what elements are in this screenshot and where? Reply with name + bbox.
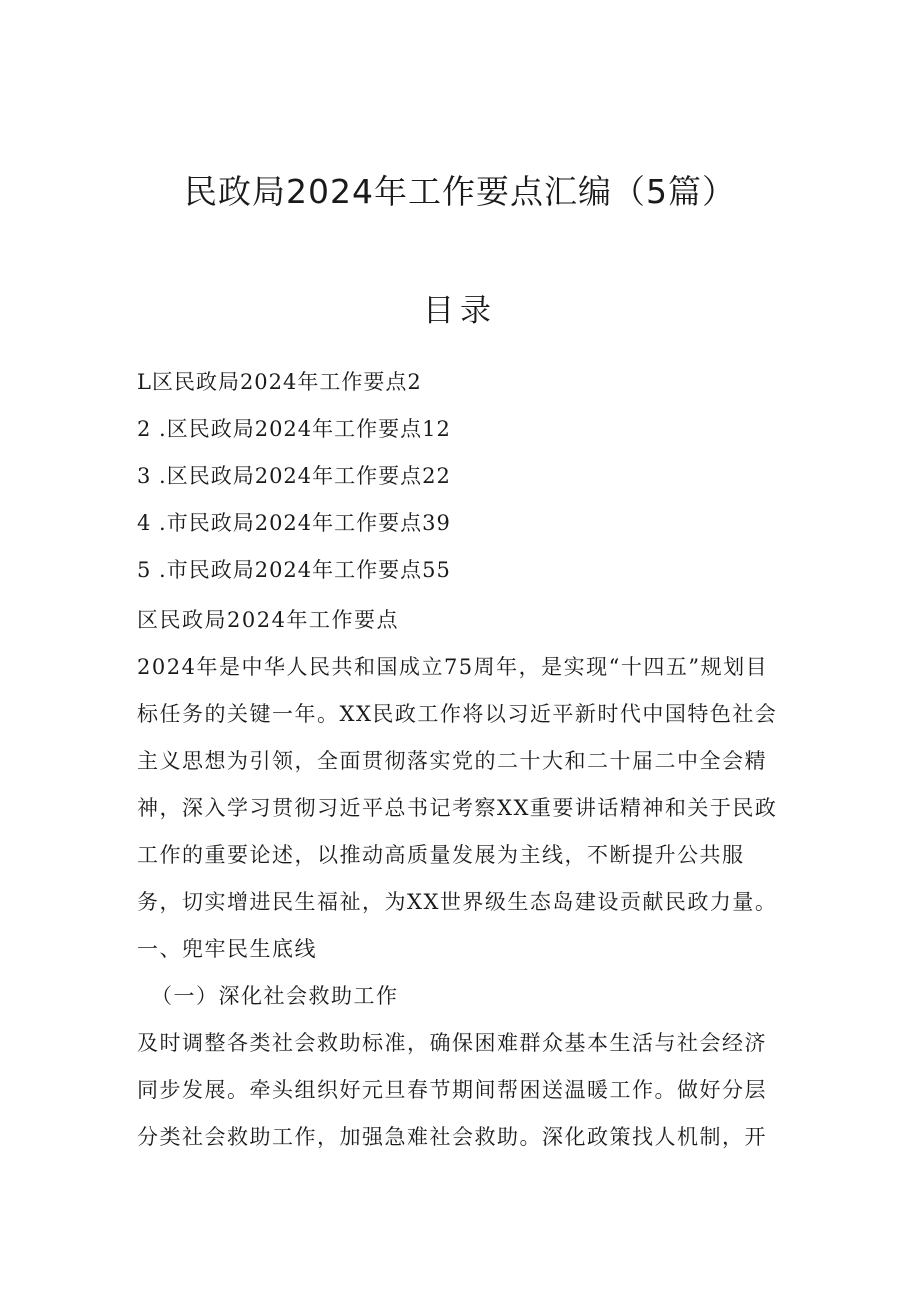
paragraph-line: 神，深入学习贯彻习近平总书记考察XX重要讲话精神和关于民政 (137, 796, 778, 820)
paragraph-line: 及时调整各类社会救助标准，确保困难群众基本生活与社会经济 (137, 1031, 767, 1055)
section-heading: 一、兜牢民生底线 (137, 937, 317, 961)
toc-item-2: 2 .区民政局2024年工作要点12 (137, 417, 451, 441)
paragraph-line: 同步发展。牵头组织好元旦春节期间帮困送温暖工作。做好分层 (137, 1078, 767, 1102)
toc-item-4: 4 .市民政局2024年工作要点39 (137, 511, 451, 535)
document-title: 民政局2024年工作要点汇编（5篇） (184, 172, 736, 211)
toc-item-1: L区民政局2024年工作要点2 (137, 370, 422, 394)
paragraph-line: 务，切实增进民生福祉，为XX世界级生态岛建设贡献民政力量。 (137, 890, 778, 914)
paragraph-line: 标任务的关键一年。XX民政工作将以习近平新时代中国特色社会 (137, 702, 778, 726)
toc-item-3: 3 .区民政局2024年工作要点22 (137, 464, 451, 488)
subsection-heading: （一）深化社会救助工作 (151, 984, 399, 1008)
paragraph-line: 分类社会救助工作，加强急难社会救助。深化政策找人机制，开 (137, 1125, 767, 1149)
paragraph-line: 2024年是中华人民共和国成立75周年，是实现“十四五”规划目 (137, 655, 769, 679)
paragraph-line: 主义思想为引领，全面贯彻落实党的二十大和二十届二中全会精 (137, 749, 767, 773)
paragraph-line: 工作的重要论述，以推动高质量发展为主线，不断提升公共服 (137, 843, 745, 867)
table-of-contents (137, 362, 451, 597)
toc-item-5: 5 .市民政局2024年工作要点55 (137, 558, 451, 582)
toc-heading: 目录 (423, 293, 497, 329)
document-body (137, 600, 797, 1164)
section-title: 区民政局2024年工作要点 (137, 608, 399, 632)
